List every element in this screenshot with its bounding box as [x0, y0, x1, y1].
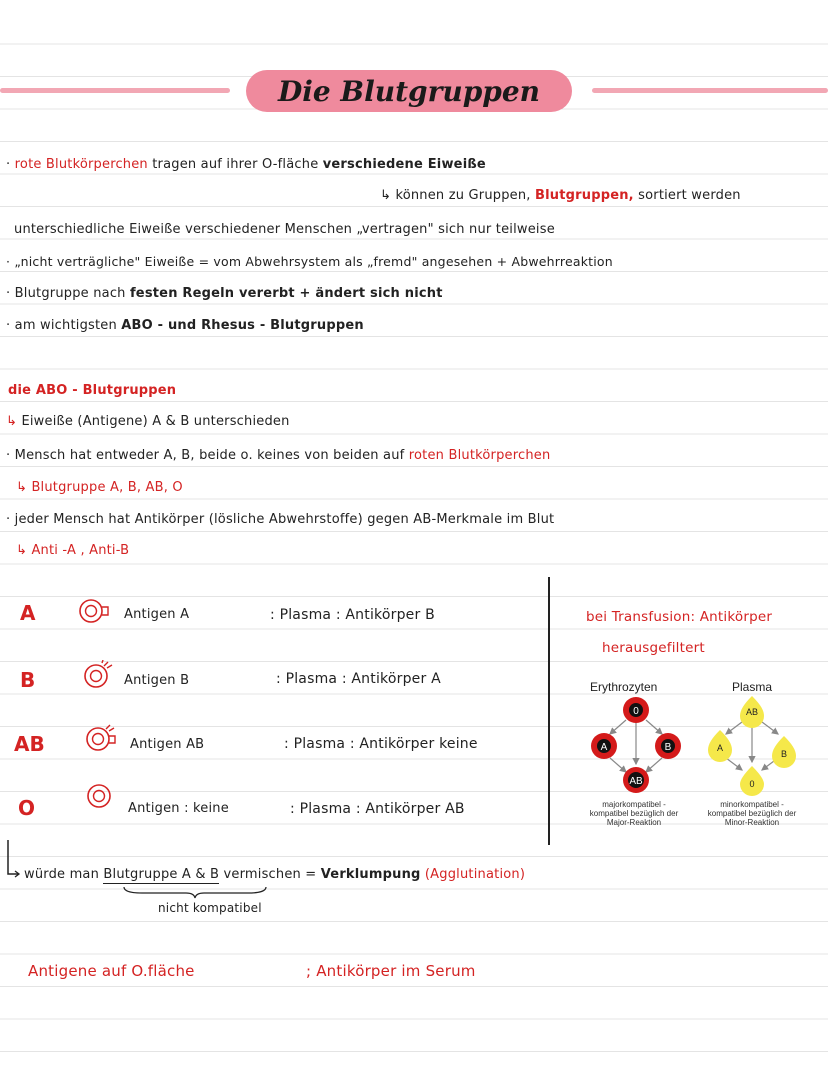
- diagram-title-plasma: Plasma: [732, 680, 773, 694]
- bold-term: festen Regeln vererbt + ändert sich nicht: [129, 286, 443, 301]
- group-plasma-a: : Plasma : Antikörper B: [270, 607, 435, 623]
- svg-text:B: B: [664, 742, 672, 753]
- group-antigen-ab: Antigen AB: [130, 737, 205, 752]
- red-term: roten Blutkörperchen: [408, 448, 551, 463]
- group-letter-b: B: [20, 668, 36, 692]
- corner-arrow-icon: [4, 840, 22, 880]
- bottom-line-2: nicht kompatibel: [158, 901, 262, 915]
- bottom-line-1: [24, 867, 525, 882]
- group-plasma-b: : Plasma : Antikörper A: [276, 671, 441, 687]
- text-fragment: vermischen =: [223, 867, 317, 882]
- plasma-compatibility-diagram: [700, 696, 804, 796]
- erythrocyte-compatibility-diagram: [584, 696, 688, 796]
- abo-line-3: ↳ Blutgruppe A, B, AB, O: [16, 480, 183, 495]
- text-fragment: können zu Gruppen,: [395, 188, 531, 203]
- bold-term: verschiedene Eiweiße: [322, 157, 486, 172]
- red-term: (Agglutination): [424, 867, 526, 882]
- group-antigen-o: Antigen : keine: [128, 801, 229, 816]
- svg-text:0: 0: [633, 706, 639, 717]
- diagram-note-major: majorkompatibel - kompatibel bezüglich der Major-Reaktion: [589, 800, 679, 827]
- abo-heading: die ABO - Blutgruppen: [8, 383, 177, 398]
- red-term: rote Blutkörperchen: [14, 157, 148, 172]
- title-banner: [246, 70, 572, 112]
- cell-antigen-o-icon: [86, 782, 114, 810]
- group-letter-o: O: [18, 796, 36, 820]
- text-line-4: · „nicht verträgliche" Eiweiße = vom Abwehrsystem als „fremd" angesehen + Abwehrreaktion: [6, 254, 613, 269]
- svg-text:B: B: [780, 749, 788, 759]
- title-rule-left: [0, 88, 230, 93]
- text-line-2: ↳ können zu Gruppen, Blutgruppen, sortiert werden: [380, 188, 741, 203]
- text-fragment: Blutgruppe A, B, AB, O: [31, 480, 183, 495]
- erythro-node-left: [591, 733, 617, 759]
- text-fragment: Anti -A , Anti-B: [31, 543, 130, 558]
- final-line-a: Antigene auf O.fläche: [28, 962, 195, 980]
- text-fragment: „nicht verträgliche" Eiweiße = vom Abwehrsystem als „fremd" angesehen + Abwehrreaktion: [14, 254, 613, 269]
- erythro-node-right: [655, 733, 681, 759]
- group-plasma-o: : Plasma : Antikörper AB: [290, 801, 465, 817]
- underlined-term: Blutgruppe A & B: [103, 867, 220, 882]
- text-fragment: am wichtigsten: [14, 318, 117, 333]
- cell-antigen-b-icon: [82, 660, 114, 690]
- plasma-node-right: [772, 736, 796, 768]
- svg-text:A: A: [600, 742, 608, 753]
- cell-antigen-ab-icon: [84, 722, 120, 752]
- svg-text:A: A: [716, 743, 724, 753]
- text-fragment: unterschiedliche Eiweiße verschiedener Menschen „vertragen" sich nur teilweise: [14, 222, 555, 237]
- bold-term: Verklumpung: [320, 867, 421, 882]
- red-term: Blutgruppen,: [534, 188, 634, 203]
- abo-line-1: ↳ Eiweiße (Antigene) A & B unterschieden: [6, 414, 290, 429]
- brace-underline-icon: [122, 885, 268, 899]
- text-line-5: · Blutgruppe nach festen Regeln vererbt + ändert sich nicht: [6, 286, 443, 301]
- text-line-3: [14, 222, 555, 237]
- group-letter-ab: AB: [14, 732, 45, 756]
- text-fragment: sortiert werden: [638, 188, 741, 203]
- text-line-1: · rote Blutkörperchen tragen auf ihrer O-fläche verschiedene Eiweiße: [6, 157, 486, 172]
- text-fragment: Eiweiße (Antigene) A & B unterschieden: [21, 414, 290, 429]
- abo-line-5: ↳ Anti -A , Anti-B: [16, 543, 130, 558]
- column-divider: [548, 577, 550, 845]
- abo-line-4: · jeder Mensch hat Antikörper (lösliche Abwehrstoffe) gegen AB-Merkmale im Blut: [6, 512, 555, 527]
- page-title: Die Blutgruppen: [277, 74, 541, 108]
- svg-text:AB: AB: [629, 776, 643, 787]
- transfusion-line-1: bei Transfusion: Antikörper: [586, 609, 773, 625]
- text-fragment: Blutgruppe nach: [14, 286, 126, 301]
- diagram-title-erythrozyten: Erythrozyten: [590, 680, 658, 694]
- bold-term: ABO - und Rhesus - Blutgruppen: [121, 318, 364, 333]
- diagram-note-minor: minorkompatibel - kompatibel bezüglich der Minor-Reaktion: [707, 800, 797, 827]
- erythro-node-bottom: [623, 767, 649, 793]
- svg-text:0: 0: [749, 779, 755, 789]
- text-fragment: jeder Mensch hat Antikörper (lösliche Abwehrstoffe) gegen AB-Merkmale im Blut: [14, 512, 555, 527]
- group-antigen-b: Antigen B: [124, 673, 190, 688]
- text-fragment: tragen auf ihrer O-fläche: [152, 157, 319, 172]
- title-rule-right: [592, 88, 828, 93]
- group-plasma-ab: : Plasma : Antikörper keine: [284, 736, 478, 752]
- plasma-node-top: [740, 696, 764, 728]
- transfusion-line-2: herausgefiltert: [602, 640, 705, 656]
- group-letter-a: A: [20, 601, 36, 625]
- text-fragment: Mensch hat entweder A, B, beide o. keines von beiden auf: [14, 448, 405, 463]
- plasma-node-bottom: [740, 766, 764, 796]
- text-line-6: · am wichtigsten ABO - und Rhesus - Blutgruppen: [6, 318, 364, 333]
- svg-text:AB: AB: [745, 707, 759, 717]
- abo-line-2: · Mensch hat entweder A, B, beide o. keines von beiden auf roten Blutkörperchen: [6, 448, 551, 463]
- text-fragment: würde man: [24, 867, 100, 882]
- cell-antigen-a-icon: [78, 598, 110, 624]
- group-antigen-a: Antigen A: [124, 607, 190, 622]
- erythro-node-top: [623, 697, 649, 723]
- final-line-b: ; Antikörper im Serum: [306, 962, 476, 980]
- plasma-node-left: [708, 730, 732, 762]
